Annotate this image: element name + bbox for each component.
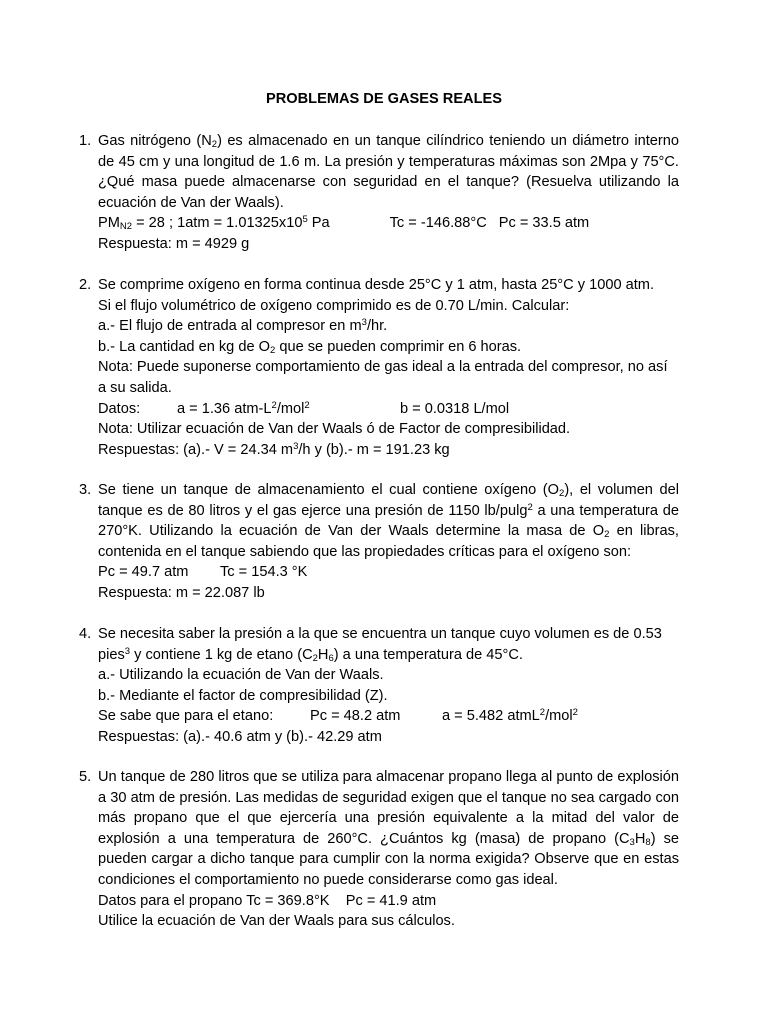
problem-2-part-a: a.- El flujo de entrada al compresor en $m^3/hr$. [98,317,388,335]
problem-2-line-1: Se comprime oxígeno en forma continua desde 25°C y 1 atm, hasta 25°C y 1000 atm. [98,277,654,293]
problem-5-statement: Un tanque de 280 litros que se utiliza para almacenar propano llega al punto de explosión a 30 atm de presión. Las medidas de seguridad exigen que el tanque no sea cargado con más propano que el que ejercería una presión equivalente a la mitad del valor de explosión a una temperatura de 260°C. ¿Cuántos kg (masa) de propano $(C_3H_8)$ se pueden cargar a dicho tanque para cumplir con la norma exigida? Observe que en estas condiciones el comportamiento no puede considerarse como gas ideal. [98,769,680,888]
problem-3-data: Pc = 49.7 atm Tc = 154.3 °K [98,564,308,581]
problem-number: 5. [79,769,92,785]
problem-5-data: Datos para el propano Tc = 369.8°K Pc = 41.9 atm [98,892,437,909]
problem-2-note-1: Nota: Puede suponerse comportamiento de gas ideal a la entrada del compresor, no así a su salida. [98,359,668,396]
problem-5 [79,767,679,932]
problem-4-data: Se sabe que para el etano: Pc = 48.2 atm a = 5.482 atmL$^2$/mol$^2$ [98,707,578,725]
problem-1-statement: Gas nitrógeno $(N_2)$ es almacenado en un tanque cilíndrico teniendo un diámetro interno de 45 cm y una longitud de 1.6 m. La presión y temperaturas máximas son 2Mpa y 75°C. ¿Qué masa puede almacenarse con seguridad en el tanque? (Resuelva utilizando la ecuación de Van der Waals). [98,133,679,211]
document-title: PROBLEMAS DE GASES REALES [266,91,502,107]
problem-4-statement: Se necesita saber la presión a la que se encuentra un tanque cuyo volumen es de 0.53 pies$^3$ y contiene 1 kg de etano $(C_2H_6)$ a una temperatura de 45°C. [98,626,662,664]
problem-2 [79,275,679,460]
problem-2-note-2: Nota: Utilizar ecuación de Van der Waals ó de Factor de compresibilidad. [98,421,571,438]
problem-4-part-b: b.- Mediante el factor de compresibilidad (Z). [98,687,388,704]
problem-3-statement: Se tiene un tanque de almacenamiento el cual contiene oxígeno $(O_2)$, el volumen del tanque es de 80 litros y el gas ejerce una presión de 1150 lb/pulg$^2$ a una temperatura de 270°K. Utilizando la ecuación de Van der Waals determine la masa de $O_2$ en libras, contenida en el tanque sabiendo que las propiedades críticas para el oxígeno son: [98,482,679,560]
problem-5-instruction: Utilice la ecuación de Van der Waals para sus cálculos. [98,913,455,930]
problem-1 [79,131,679,255]
problem-number: 2. [79,277,92,293]
problem-2-answer: Respuestas: (a).- V = 24.34 $m^3/h$ y (b).- m = 191.23 kg [98,440,450,458]
problem-4-answer: Respuestas: (a).- 40.6 atm y (b).- 42.29 atm [98,728,382,745]
problem-4-part-a: a.- Utilizando la ecuación de Van der Waals. [98,667,384,684]
problem-2-part-b: b.- La cantidad en kg de $O_2$ que se pueden comprimir en 6 horas. [98,338,522,356]
problem-3-answer: Respuesta: m = 22.087 lb [98,584,265,601]
problem-1-answer: Respuesta: m = 4929 g [98,235,250,252]
problem-1-data: $PM_{N2} = 28$ ; $1atm = 1.01325x10^5$ Pa Tc = -146.88°C Pc = 33.5 atm [98,214,590,233]
problem-number: 4. [79,626,92,642]
problem-number: 1. [79,133,92,149]
problem-4 [79,624,679,748]
problem-3 [79,480,679,604]
problem-2-line-2: Si el flujo volumétrico de oxígeno comprimido es de 0.70 L/min. Calcular: [98,297,570,314]
problem-number: 3. [79,482,92,498]
problem-2-data: Datos: a = 1.36 atm-$L^2/mol^2$ b = 0.0318 L/mol [98,399,510,417]
